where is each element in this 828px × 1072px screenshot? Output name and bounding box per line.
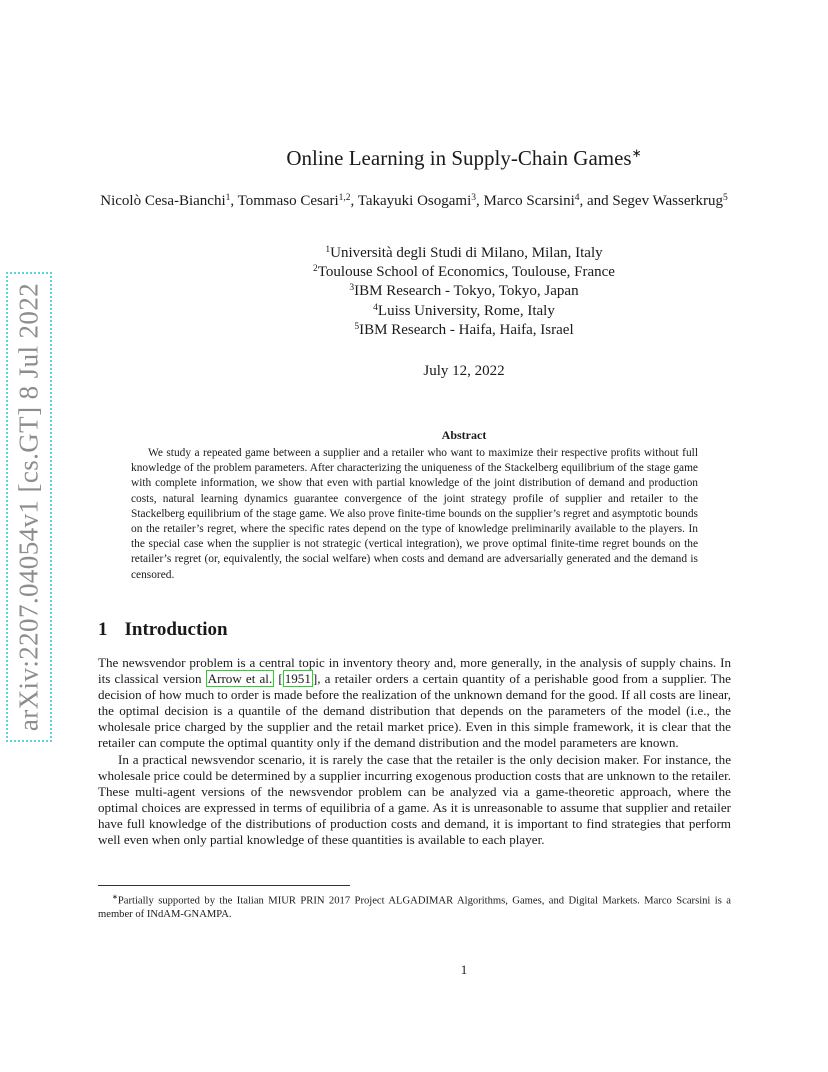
intro-paragraph-1: The newsvendor problem is a central topic in inventory theory and, more generally, in the analysis of supply chains. In its classical version Arrow et al. [ 1951 ], a retailer orders a certain quantity of a perishable good from a supplier. The decision of how much to order is made before the realization of the unknown demand for the good. If all costs are linear, the optimal decision is a quantile of the demand distribution that depends on the parameters of the model (i.e., the wholesale price charged by the supplier and the retail market price). Even in this simple framework, it is clear that the retailer can compute the optimal quantity only if the demand distribution and the model parameters are known. [98,655,731,751]
author-affiliation-mark: 4 [574,193,580,203]
paragraph-text: The newsvendor problem is a central topic in inventory theory and, more generally, in the analysis of supply chains. In its classical version [98,655,731,687]
citation-link-author[interactable]: Arrow et al. [207,671,273,687]
arxiv-identifier-text: arXiv:2207.04054v1 [cs.GT] 8 Jul 2022 [13,282,44,732]
affiliation-number: 2 [313,264,318,275]
author-separator: , [476,193,484,209]
author-separator: , [350,193,358,209]
affiliation-number: 3 [349,283,355,294]
section-number: 1 [98,619,108,640]
abstract-body: We study a repeated game between a supplier and a retailer who want to maximize their respective profits without full knowledge of the problem parameters. After characterizing the uniqueness of the Stackelberg equilibrium of the stage game with complete information, we show that even with partial knowledge of the joint distribution of demand and production costs, natural learning dynamics guarantee convergence of the joint strategy profile of supplier and retailer to the Stackelberg equilibrium of the stage game. We also prove finite-time bounds on the supplier’s regret and asymptotic bounds on the retailer’s regret, where the specific rates depend on the type of knowledge preliminarily available to the players. In the special case when the supplier is not strategic (vertical integration), we prove optimal finite-time regret bounds on the retailer’s regret (or, equivalently, the social welfare) when costs and demand are adversarially generated and the demand is censored. [131,447,698,581]
page-number: 1 [460,962,468,977]
affiliation-item [100,282,828,301]
section-title: Introduction [124,619,228,640]
arxiv-identifier-stamp[interactable] [6,272,52,742]
author-name: Nicolò Cesa-Bianchi [100,193,226,209]
footnote [98,891,731,921]
abstract-heading: Abstract [441,428,487,442]
author-affiliation-mark: 1,2 [338,193,351,203]
title-footnote-mark: ∗ [631,146,642,160]
affiliation-number: 1 [325,245,331,255]
affiliation-text: IBM Research - Tokyo, Tokyo, Japan [354,283,579,300]
affiliation-number: 4 [373,302,378,313]
author-name: Takayuki Osogami [357,193,472,209]
paragraph-text: , a retailer orders a certain quantity of a perishable good from a supplier. The decision of how much to order is made before the realization of the unknown demand for the good. If all costs are linear, the optimal decision is a quantile of the demand distribution that depends on the parameters of the model (i.e., the wholesale price charged by the supplier and the retail market price). Even in this simple framework, it is clear that the retailer can compute the optimal quantity only if the demand distribution and the model parameters are known. [98,671,731,751]
author-name: Tommaso Cesari [237,193,339,209]
author-affiliation-mark: 1 [225,193,231,203]
affiliation-number: 5 [354,321,360,332]
author-name: Segev Wasserkrug [612,193,723,209]
affiliation-item [100,263,828,282]
author-separator: , and [579,193,613,209]
footnote-mark: ∗ [112,893,118,901]
affiliation-text: Luiss University, Rome, Italy [377,302,555,319]
introduction-body [98,655,731,848]
affiliation-text: Università degli Studi di Milano, Milan, Italy [330,245,603,261]
footnote-text: Partially supported by the Italian MIUR PRIN 2017 Project ALGADIMAR Algorithms, Games, and Digital Markets. Marco Scarsini is a member of INdAM-GNAMPA. [98,895,731,920]
paper-title-text: Online Learning in Supply-Chain Games [286,146,632,170]
author-affiliation-mark: 5 [723,193,728,203]
affiliation-text: Toulouse School of Economics, Toulouse, France [317,264,615,281]
author-list [96,192,732,211]
author-name: Marco Scarsini [483,193,575,209]
affiliation-list [100,244,828,340]
citation-link-year[interactable]: 1951 [284,671,311,687]
affiliation-text: IBM Research - Haifa, Haifa, Israel [359,321,574,338]
footnote-divider [98,885,350,886]
paper-title [100,146,828,171]
intro-paragraph-2: In a practical newsvendor scenario, it is rarely the case that the retailer is the only decision maker. For instance, the wholesale price could be determined by a supplier incurring exogenous production costs that are unknown to the retailer. These multi-agent versions of the newsvendor problem can be analyzed via a game-theoretic approach, where the optimal choices are expressed in terms of equilibria of a game. As it is unreasonable to assume that supplier and retailer have full knowledge of the distributions of production costs and demand, it is important to find strategies that perform well even when only partial knowledge of these quantities is available to each player. [98,751,731,848]
publication-date: July 12, 2022 [423,363,505,379]
affiliation-item [100,302,828,321]
affiliation-item [100,321,828,340]
affiliation-item [100,244,828,263]
section-heading [98,619,228,641]
author-affiliation-mark: 3 [471,193,477,203]
author-separator: , [230,193,238,209]
